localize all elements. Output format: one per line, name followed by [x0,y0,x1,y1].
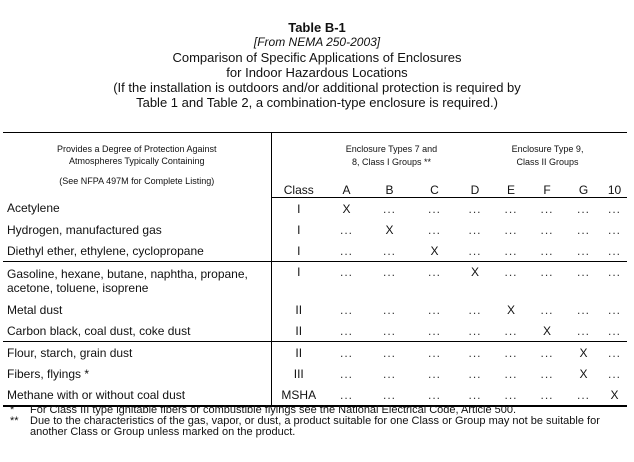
row-class: III [293,366,304,381]
row-class: II [271,342,326,364]
cell-10: ... [608,201,622,216]
cell-a: ... [326,384,367,406]
cell-e: ... [493,262,529,300]
row-description: Flour, starch, grain dust [3,342,271,364]
col-d: D [457,179,493,198]
cell-c: ... [427,201,441,216]
cell-b: ... [382,201,396,216]
cell-g: ... [565,262,602,300]
cell-10: ... [602,342,627,364]
class-header-spacer [271,133,326,180]
row-class: II [295,302,303,317]
table-title: Table B-1 [288,20,346,35]
cell-a: ... [339,323,353,338]
table-heading [0,20,634,110]
cell-f: ... [540,222,554,237]
cell-g: ... [577,243,591,258]
row-class: I [297,222,301,237]
cell-b: ... [367,262,412,300]
row-description: Methane with or without coal dust [3,384,271,406]
row-description-line-1: Gasoline, hexane, butane, naphtha, propane, [7,266,248,281]
cell-10: ... [608,222,622,237]
row-description: Hydrogen, manufactured gas [3,219,271,240]
group-d-spacer [457,133,493,180]
cell-f: ... [540,243,554,258]
subtitle-line-1: Comparison of Specific Applications of Enclosures [172,50,462,65]
footnote [10,416,625,438]
row-class: MSHA [271,384,326,406]
table-row [3,384,627,406]
note-line-2: Table 1 and Table 2, a combination-type enclosure is required.) [136,95,498,110]
cell-g: X [579,366,588,381]
cell-d: ... [468,323,482,338]
cell-10: ... [608,323,622,338]
cell-a: ... [326,342,367,364]
comparison-table [3,132,627,407]
cell-10: ... [608,243,622,258]
col-c: C [412,179,457,198]
cell-d: ... [468,366,482,381]
cell-10: ... [608,366,622,381]
desc-header-sub: (See NFPA 497M for Complete Listing) [59,176,215,187]
cell-10: ... [602,262,627,300]
type-10-spacer [602,133,627,180]
group7-line-1: Enclosure Types 7 and [345,144,438,154]
cell-f: ... [529,262,565,300]
table-row [3,320,627,342]
row-class: II [295,323,303,338]
cell-d: X [457,262,493,300]
cell-b: X [385,222,394,237]
cell-a: ... [339,366,353,381]
row-description: Carbon black, coal dust, coke dust [3,320,271,342]
col-class: Class [271,179,326,198]
cell-c: ... [412,384,457,406]
cell-e: ... [504,366,518,381]
note-line-1: (If the installation is outdoors and/or additional protection is required by [113,80,521,95]
group7-line-2: 8, Class I Groups ** [351,157,432,167]
cell-c: X [430,243,439,258]
cell-d: ... [457,384,493,406]
col-b: B [367,179,412,198]
cell-e: ... [504,323,518,338]
cell-b: ... [382,323,396,338]
cell-b: ... [382,366,396,381]
cell-10: ... [608,302,622,317]
footnote-text: Due to the characteristics of the gas, vapor, or dust, a product suitable for one Class or Group may not be suitable for another Class or Group unless marked on the product. [30,415,600,438]
cell-g: ... [577,323,591,338]
cell-f: ... [529,342,565,364]
cell-f: ... [540,201,554,216]
cell-g: X [565,342,602,364]
cell-g: ... [577,201,591,216]
group9-line-1: Enclosure Type 9, [511,144,584,154]
table-row [3,219,627,240]
cell-b: ... [367,384,412,406]
row-description: Fibers, flyings * [3,363,271,384]
cell-c: ... [412,342,457,364]
table-row [3,299,627,320]
table-source: [From NEMA 250-2003] [253,35,381,49]
footnote-mark: * [10,404,15,416]
cell-g: ... [577,302,591,317]
group9-line-2: Class II Groups [516,157,579,167]
cell-a: ... [339,222,353,237]
cell-g: ... [565,384,602,406]
desc-header-line-2: Atmospheres Typically Containing [69,156,205,167]
col-e: E [493,179,529,198]
subtitle-line-2: for Indoor Hazardous Locations [226,65,408,80]
cell-e: ... [493,384,529,406]
cell-a: ... [339,302,353,317]
type-7-8-group-header [326,133,457,180]
cell-d: ... [468,302,482,317]
cell-b: ... [367,342,412,364]
cell-e: ... [504,201,518,216]
type-9-group-header [493,133,602,180]
row-description-line-2: acetone, toluene, isoprene [7,280,149,295]
cell-b: ... [382,243,396,258]
footnote-mark: ** [10,415,19,427]
cell-d: ... [468,243,482,258]
cell-d: ... [468,201,482,216]
row-class: I [297,243,301,258]
cell-e: X [506,302,515,317]
desc-header-line-1: Provides a Degree of Protection Against [56,144,217,155]
cell-c: ... [427,323,441,338]
cell-c: ... [427,302,441,317]
col-g: G [565,179,602,198]
footnote-text: For Class III type ignitable fibers or combustible flyings see the National Electrical Code, Article 500. [30,404,517,416]
cell-e: ... [504,222,518,237]
col-f: F [529,179,565,198]
table-row [3,240,627,262]
cell-10: X [602,384,627,406]
cell-f: ... [540,302,554,317]
row-description: Diethyl ether, ethylene, cyclopropane [3,240,271,262]
cell-f: ... [540,366,554,381]
cell-e: ... [504,243,518,258]
table-row [3,342,627,364]
description-header [3,133,271,198]
cell-a: X [342,201,351,216]
row-description: Metal dust [3,299,271,320]
cell-g: ... [577,222,591,237]
cell-c: ... [427,366,441,381]
cell-f: ... [529,384,565,406]
cell-e: ... [493,342,529,364]
col-a: A [326,179,367,198]
cell-c: ... [427,222,441,237]
cell-a: ... [326,262,367,300]
footnotes [10,405,625,438]
cell-c: ... [412,262,457,300]
row-class: I [271,262,326,300]
col-10: 10 [602,179,627,198]
cell-a: ... [339,243,353,258]
table-row [3,363,627,384]
table-row [3,262,627,300]
row-description: Acetylene [3,198,271,220]
cell-b: ... [382,302,396,317]
cell-d: ... [468,222,482,237]
cell-f: X [542,323,551,338]
row-class: I [297,201,301,216]
cell-d: ... [457,342,493,364]
row-description [3,262,271,300]
table-row [3,198,627,220]
